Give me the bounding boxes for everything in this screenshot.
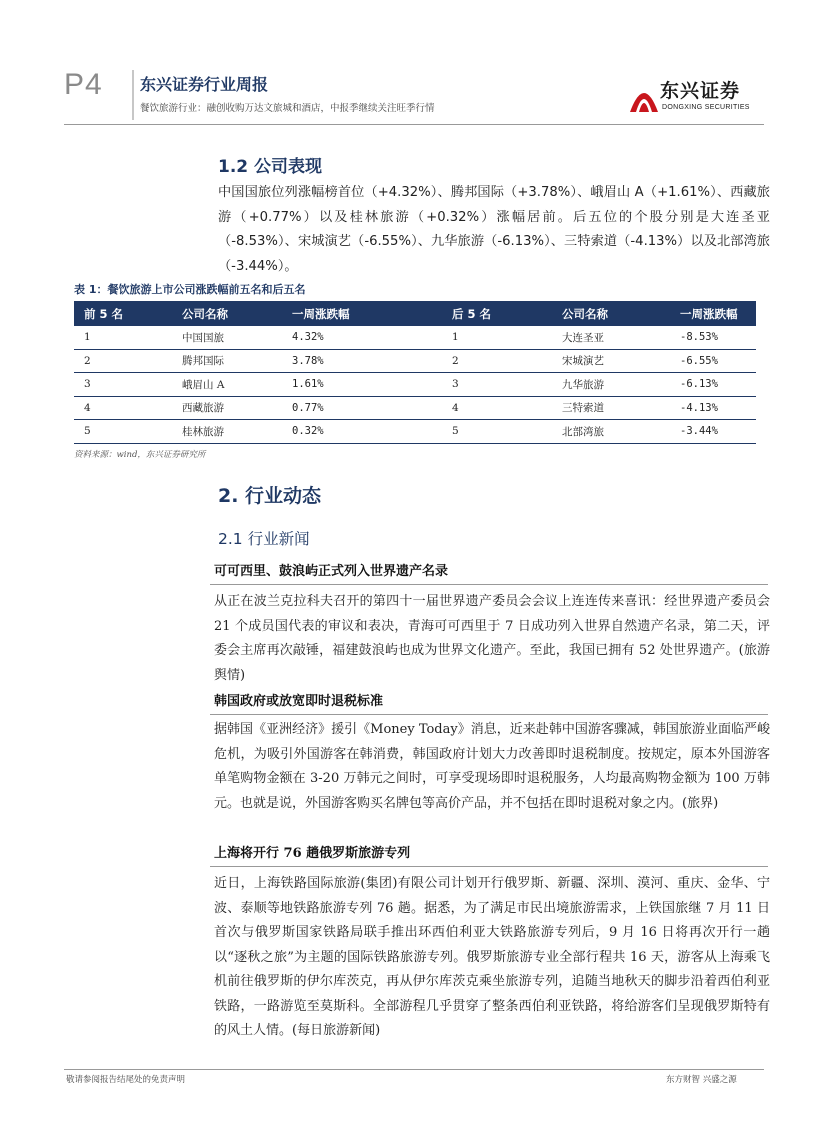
report-title: 东兴证券行业周报 — [140, 75, 269, 94]
news-divider — [210, 866, 768, 867]
logo-english-text: DONGXING SECURITIES — [662, 104, 750, 111]
footer-disclaimer: 敬请参阅报告结尾处的免责声明 — [66, 1075, 186, 1085]
news-title-1: 可可西里、鼓浪屿正式列入世界遗产名录 — [214, 564, 449, 579]
table-cell: 北部湾旅 — [552, 420, 670, 444]
table-cell: -8.53% — [670, 326, 756, 349]
table-header-row — [74, 301, 756, 326]
section-heading-company-performance: 1.2 公司表现 — [218, 157, 323, 177]
table-cell: 中国国旅 — [172, 326, 282, 349]
news-body-1: 从正在波兰克拉科夫召开的第四十一届世界遗产委员会会议上连连传来喜讯：经世界遗产委员会 21 个成员国代表的审议和表决，青海可可西里于 7 日成功列入世界自然遗产名录，第二天，评委会主席再次敲锤，福建鼓浪屿也成为世界文化遗产。至此，我国已拥有 52 处世界遗产。(旅游舆情) — [214, 594, 770, 683]
news-divider — [210, 584, 768, 585]
table-cell: 大连圣亚 — [552, 326, 670, 349]
table-cell: 2 — [442, 349, 552, 373]
table-cell: 0.77% — [282, 396, 442, 420]
table-cell: 腾邦国际 — [172, 349, 282, 373]
table-cell: 4 — [442, 396, 552, 420]
table-cell: 3.78% — [282, 349, 442, 373]
table-caption: 表 1：餐饮旅游上市公司涨跌幅前五名和后五名 — [74, 283, 306, 296]
table-row — [74, 373, 756, 397]
table-cell: 九华旅游 — [552, 373, 670, 397]
footer-rule — [64, 1069, 764, 1070]
col-header-top5: 前 5 名 — [74, 301, 172, 326]
table-cell: 峨眉山 A — [172, 373, 282, 397]
news-divider — [210, 714, 768, 715]
table-cell: 宋城演艺 — [552, 349, 670, 373]
header-divider — [132, 70, 134, 120]
table-cell: 3 — [442, 373, 552, 397]
table-cell: 5 — [74, 420, 172, 444]
company-performance-paragraph: 中国国旅位列涨幅榜首位（+4.32%）、腾邦国际（+3.78%）、峨眉山 A（+1.61%）、西藏旅游（+0.77%）以及桂林旅游（+0.32%）涨幅居前。后五位的个股分别是大连圣亚（-8.53%）、宋城演艺（-6.55%）、九华旅游（-6.13%）、三特索道（-4.13%）以及北部湾旅（-3.44%）。 — [218, 185, 770, 274]
report-subtitle: 餐饮旅游行业：融创收购万达文旅城和酒店，中报季继续关注旺季行情 — [140, 103, 435, 114]
table-cell: 1 — [74, 326, 172, 349]
performance-table — [74, 301, 756, 444]
logo-text: 东兴证券 — [660, 80, 741, 102]
news-title-3: 上海将开行 76 趟俄罗斯旅游专列 — [214, 846, 411, 861]
table-cell: 5 — [442, 420, 552, 444]
table-cell: -6.55% — [670, 349, 756, 373]
table-cell: -4.13% — [670, 396, 756, 420]
table-cell: 三特索道 — [552, 396, 670, 420]
table-cell: 桂林旅游 — [172, 420, 282, 444]
table-row — [74, 349, 756, 373]
table-cell: 1 — [442, 326, 552, 349]
table-row — [74, 326, 756, 349]
table-cell: 4.32% — [282, 326, 442, 349]
col-header-change-2: 一周涨跌幅 — [670, 301, 756, 326]
header-rule — [64, 124, 764, 125]
table-cell: 4 — [74, 396, 172, 420]
section-heading-industry: 2. 行业动态 — [218, 485, 322, 507]
table-cell: 西藏旅游 — [172, 396, 282, 420]
footer-slogan: 东方财智 兴盛之源 — [666, 1075, 737, 1085]
table-cell: -3.44% — [670, 420, 756, 444]
news-body-2: 据韩国《亚洲经济》援引《Money Today》消息，近来赴韩中国游客骤减，韩国旅游业面临严峻危机，为吸引外国游客在韩消费，韩国政府计划大力改善即时退税制度。按规定，原本外国游客单笔购物金额在 3-20 万韩元之间时，可享受现场即时退税服务，人均最高购物金额为 100 万韩元。也就是说，外国游客购买名牌包等高价产品，并不包括在即时退税对象之内。(旅界) — [214, 722, 770, 811]
table-cell: 2 — [74, 349, 172, 373]
table-cell: 0.32% — [282, 420, 442, 444]
col-header-company: 公司名称 — [172, 301, 282, 326]
news-title-2: 韩国政府或放宽即时退税标准 — [214, 694, 384, 709]
news-body-3: 近日，上海铁路国际旅游(集团)有限公司计划开行俄罗斯、新疆、深圳、漠河、重庆、金华、宁波、泰顺等地铁路旅游专列 76 趟。据悉，为了满足市民出境旅游需求，上铁国旅继 7 月 11 日首次与俄罗斯国家铁路局联手推出环西伯利亚大铁路旅游专列后，9 月 16 日将再次开行一趟以“逐秋之旅”为主题的国际铁路旅游专列。俄罗斯旅游专业全部行程共 16 天，游客从上海乘飞机前往俄罗斯的伊尔库茨克，再从伊尔库茨克乘坐旅游专列，追随当地秋天的脚步沿着西伯利亚铁路，一路游览至莫斯科。全部游程几乎贯穿了整条西伯利亚铁路，将给游客们呈现俄罗斯特有的风土人情。(每日旅游新闻) — [214, 876, 770, 1038]
subsection-heading-news: 2.1 行业新闻 — [218, 530, 310, 548]
table-row — [74, 420, 756, 444]
page-number: P4 — [64, 68, 103, 101]
table-source: 资料来源：wind，东兴证券研究所 — [74, 450, 206, 460]
table-cell: 3 — [74, 373, 172, 397]
col-header-change: 一周涨跌幅 — [282, 301, 442, 326]
table-cell: -6.13% — [670, 373, 756, 397]
table-row — [74, 396, 756, 420]
col-header-bottom5: 后 5 名 — [442, 301, 552, 326]
table-cell: 1.61% — [282, 373, 442, 397]
col-header-company-2: 公司名称 — [552, 301, 670, 326]
